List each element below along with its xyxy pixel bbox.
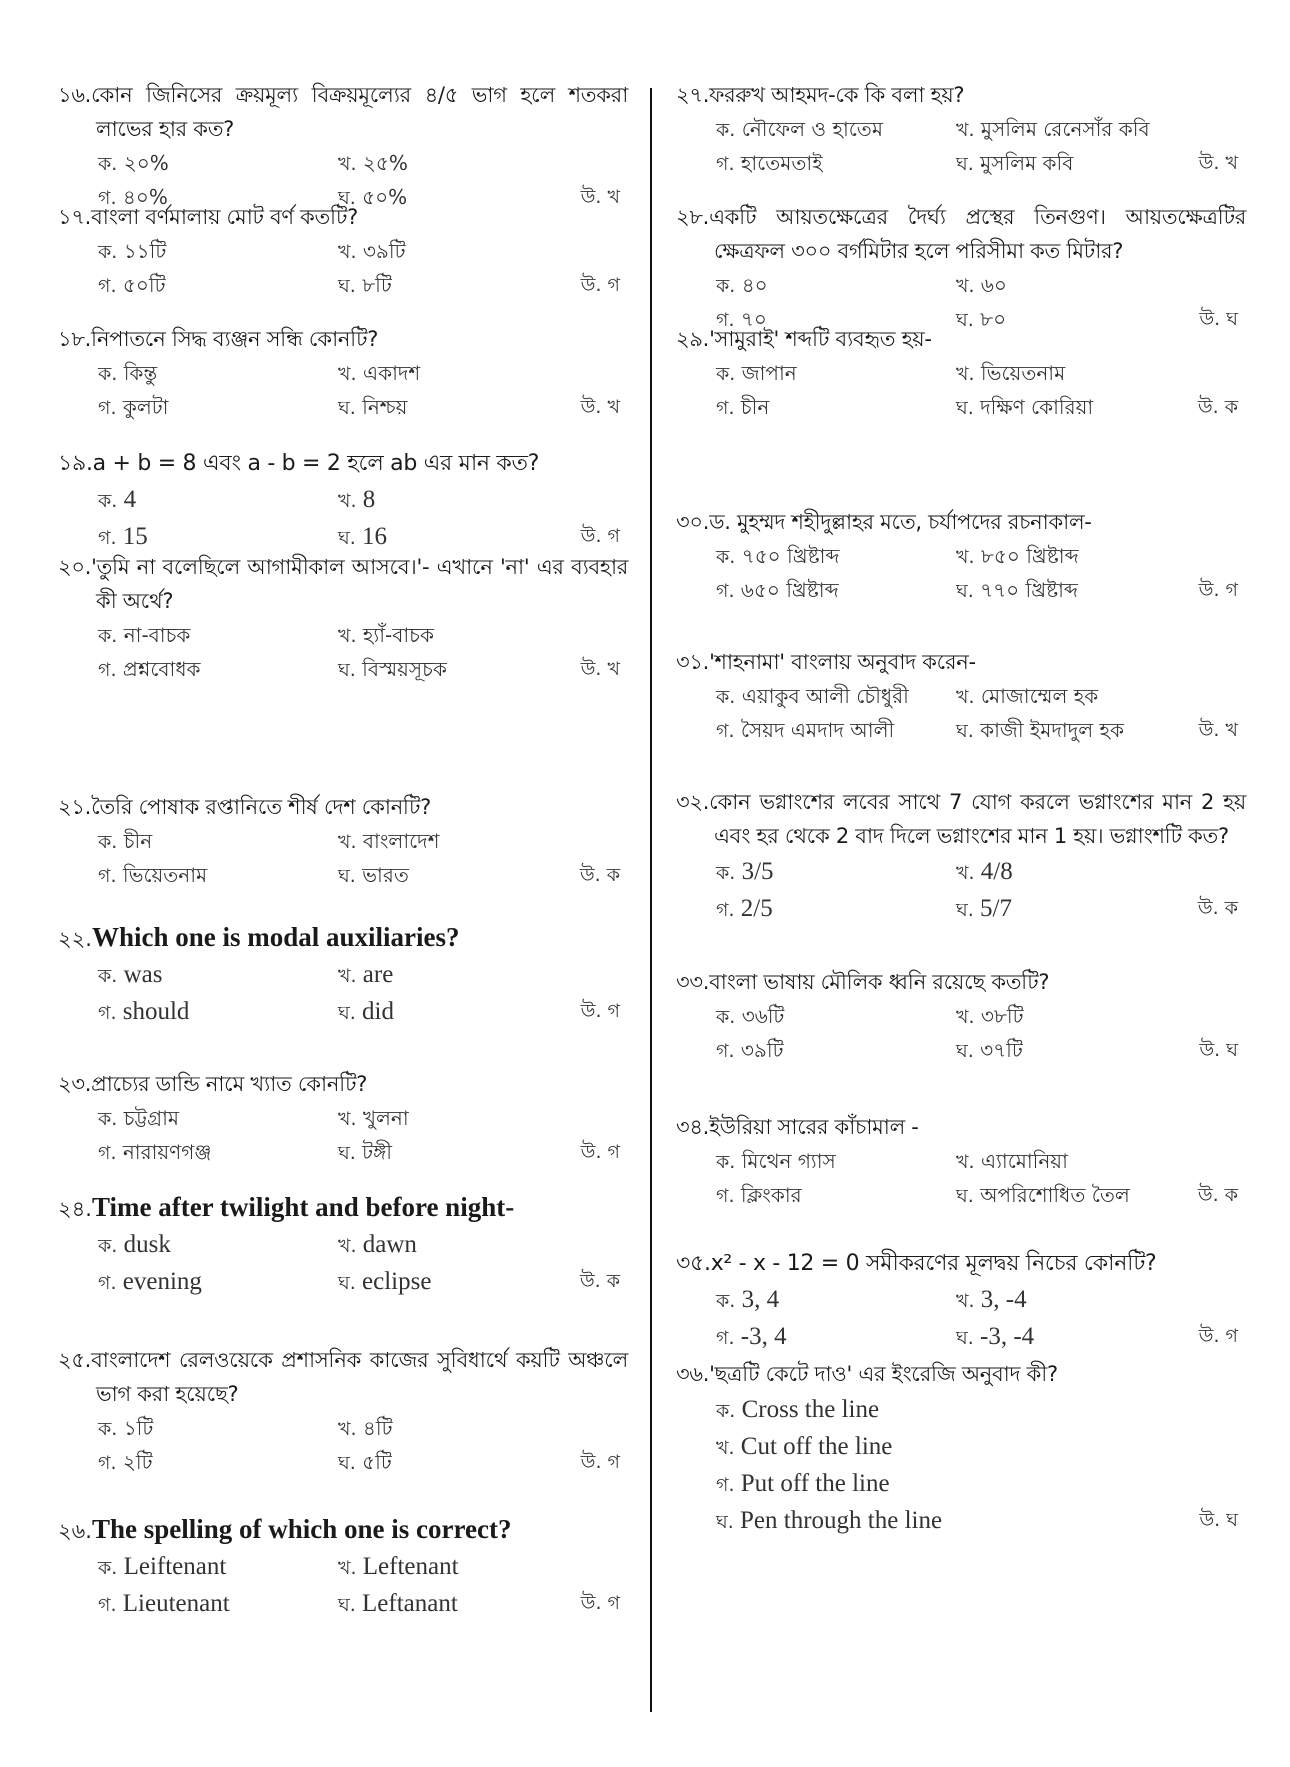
option-c[interactable]: গ. চীন xyxy=(716,395,770,419)
option-b[interactable]: খ. ৪টি xyxy=(338,1416,393,1440)
answer-label: উ. ক xyxy=(1197,1184,1238,1206)
question-text: x² - x - 12 = 0 সমীকরণের মূলদ্বয় নিচের কোনটি? xyxy=(710,1251,1157,1276)
question-27 xyxy=(676,78,1246,180)
option-a[interactable]: ক. চীন xyxy=(98,829,153,853)
option-a[interactable]: ক. ১১টি xyxy=(98,239,167,263)
option-d[interactable]: ঘ. ৭৭০ খ্রিষ্টাব্দ xyxy=(956,578,1078,602)
question-text: কোন ভগ্নাংশের লবের সাথে 7 যোগ করলে ভগ্নাংশের মান 2 হয় এবং হর থেকে 2 বাদ দিলে ভগ্নাংশের মান 1 হয়। ভগ্নাংশটি কত? xyxy=(709,790,1246,848)
option-b[interactable]: খ. ৩৯টি xyxy=(338,239,406,263)
question-29 xyxy=(676,322,1246,424)
option-d[interactable]: ঘ. কাজী ইমদাদুল হক xyxy=(956,718,1124,742)
question-number: ২৭. xyxy=(676,83,710,107)
options-row xyxy=(58,1411,628,1445)
options-row xyxy=(676,1318,1246,1355)
option-c[interactable]: গ. ভিয়েতনাম xyxy=(98,863,208,887)
question-number: ১৯. xyxy=(58,451,93,476)
option-c[interactable]: গ. নারায়ণগঞ্জ xyxy=(98,1140,212,1164)
question-23 xyxy=(58,1067,628,1169)
question-18 xyxy=(58,322,628,424)
option-c[interactable]: গ. ৭০ xyxy=(716,307,767,331)
answer-label: উ. গ xyxy=(580,525,620,547)
option-b[interactable]: খ. Cut off the line xyxy=(716,1433,893,1460)
option-c[interactable]: গ. 15 xyxy=(98,523,148,550)
option-b[interactable]: খ. 3, -4 xyxy=(956,1286,1027,1313)
question-text: বাংলা ভাষায় মৌলিক ধ্বনি রয়েছে কতটি? xyxy=(709,970,1050,994)
option-d[interactable]: ঘ. Leftanant xyxy=(338,1590,458,1617)
options-row xyxy=(676,853,1246,890)
option-b[interactable]: খ. dawn xyxy=(338,1231,417,1258)
options-row xyxy=(58,1226,628,1263)
option-d[interactable]: ঘ. ভারত xyxy=(338,863,409,887)
question-number: ৩২. xyxy=(676,790,710,814)
question-text: 'শাহনামা' বাংলায় অনুবাদ করেন- xyxy=(709,650,976,674)
option-c[interactable]: গ. ৪০% xyxy=(98,185,168,209)
option-b[interactable]: খ. ৮৫০ খ্রিষ্টাব্দ xyxy=(956,544,1079,568)
option-b[interactable]: খ. একাদশ xyxy=(338,361,421,385)
option-d[interactable]: ঘ. 16 xyxy=(338,523,388,550)
options-row xyxy=(58,652,628,686)
question-number: ১৬. xyxy=(58,83,92,107)
question-text: বাংলা বর্ণমালায় মোট বর্ণ কতটি? xyxy=(91,205,359,229)
option-c[interactable]: গ. should xyxy=(98,998,190,1025)
option-c[interactable]: গ. Lieutenant xyxy=(98,1590,230,1617)
options-row xyxy=(676,1033,1246,1067)
answer-label: উ. ক xyxy=(579,864,620,886)
option-a[interactable]: ক. ৭৫০ খ্রিষ্টাব্দ xyxy=(716,544,840,568)
option-d[interactable]: ঘ. মুসলিম কবি xyxy=(956,151,1074,175)
option-b[interactable]: খ. মুসলিম রেনেসাঁর কবি xyxy=(956,117,1150,141)
question-text: বাংলাদেশ রেলওয়েকে প্রশাসনিক কাজের সুবিধার্থে কয়টি অঞ্চলে ভাগ করা হয়েছে? xyxy=(91,1348,628,1406)
option-b[interactable]: খ. ৩৮টি xyxy=(956,1004,1024,1028)
option-a[interactable]: ক. 3/5 xyxy=(716,858,774,885)
option-d[interactable]: ঘ. 5/7 xyxy=(956,895,1012,922)
answer-label: উ. খ xyxy=(1198,152,1238,174)
options-row xyxy=(676,890,1246,927)
answer-label: উ. ঘ xyxy=(1199,1039,1238,1061)
question-34 xyxy=(676,1110,1246,1212)
option-a[interactable]: ক. Leiftenant xyxy=(98,1553,227,1580)
question-number: ৩৫. xyxy=(676,1251,711,1276)
option-d[interactable]: ঘ. দক্ষিণ কোরিয়া xyxy=(956,395,1094,419)
options-row xyxy=(676,268,1246,302)
option-d[interactable]: ঘ. did xyxy=(338,998,394,1025)
question-number: ২৫. xyxy=(58,1348,92,1372)
question-20 xyxy=(58,550,628,686)
question-number: ২৩. xyxy=(58,1072,92,1096)
option-c[interactable]: গ. ক্লিংকার xyxy=(716,1183,802,1207)
option-b[interactable]: খ. 4/8 xyxy=(956,858,1013,885)
option-a[interactable]: ক. এয়াকুব আলী চৌধুরী xyxy=(716,684,909,708)
question-26 xyxy=(58,1512,628,1622)
question-17 xyxy=(58,200,628,302)
options-row xyxy=(676,1178,1246,1212)
option-d[interactable]: ঘ. ৩৭টি xyxy=(956,1038,1023,1062)
options-row xyxy=(676,1144,1246,1178)
option-d[interactable]: ঘ. টঙ্গী xyxy=(338,1140,393,1164)
question-number: ১৭. xyxy=(58,205,92,229)
options-row xyxy=(58,956,628,993)
option-c[interactable]: গ. evening xyxy=(98,1268,202,1295)
question-text: তৈরি পোষাক রপ্তানিতে শীর্ষ দেশ কোনটি? xyxy=(91,795,431,819)
answer-label: উ. ক xyxy=(1197,396,1238,418)
options-row xyxy=(676,573,1246,607)
option-a[interactable]: ক. ৪০ xyxy=(716,273,768,297)
question-text: a + b = 8 এবং a - b = 2 হলে ab এর মান কত? xyxy=(92,451,540,476)
answer-label: উ. খ xyxy=(580,396,620,418)
answer-label: উ. ঘ xyxy=(1199,1509,1238,1531)
question-35 xyxy=(676,1247,1246,1355)
question-number: ২১. xyxy=(58,795,92,819)
question-19 xyxy=(58,447,628,555)
option-c[interactable]: গ. হাতেমতাই xyxy=(716,151,823,175)
option-c[interactable]: গ. প্রশ্নবোধক xyxy=(98,657,201,681)
question-text: একটি আয়তক্ষেত্রের দৈর্ঘ্য প্রস্থের তিনগুণ। আয়তক্ষেত্রটির ক্ষেত্রফল ৩০০ বর্গমিটার হলে পরিসীমা কত মিটার? xyxy=(709,205,1246,263)
option-c[interactable]: গ. কুলটা xyxy=(98,395,169,419)
option-d[interactable]: ঘ. eclipse xyxy=(338,1268,432,1295)
option-a[interactable]: ক. 3, 4 xyxy=(716,1286,780,1313)
options-row xyxy=(58,1263,628,1300)
options-row xyxy=(58,993,628,1030)
option-b[interactable]: খ. ২৫% xyxy=(338,151,408,175)
options-row xyxy=(676,390,1246,424)
answer-label: উ. খ xyxy=(580,658,620,680)
option-b[interactable]: খ. এ্যামোনিয়া xyxy=(956,1149,1068,1173)
option-a[interactable]: ক. Cross the line xyxy=(716,1396,880,1423)
question-33 xyxy=(676,965,1246,1067)
question-text: নিপাতনে সিদ্ধ ব্যঞ্জন সন্ধি কোনটি? xyxy=(91,327,379,351)
option-b[interactable]: খ. খুলনা xyxy=(338,1106,409,1130)
column-divider xyxy=(650,88,652,1712)
option-b[interactable]: খ. হ্যাঁ-বাচক xyxy=(338,623,434,647)
question-text: Which one is modal auxiliaries? xyxy=(91,922,460,952)
question-number: ১৮. xyxy=(58,327,92,351)
option-a[interactable]: ক. চট্টগ্রাম xyxy=(98,1106,179,1130)
option-b[interactable]: খ. are xyxy=(338,961,394,988)
answer-label: উ. খ xyxy=(1198,719,1238,741)
question-text: 'তুমি না বলেছিলে আগামীকাল আসবে।'- এখানে 'না' এর ব্যবহার কী অর্থে? xyxy=(91,555,628,613)
option-c[interactable]: গ. সৈয়দ এমদাদ আলী xyxy=(716,718,895,742)
question-number: ২৬. xyxy=(58,1519,92,1543)
options-row xyxy=(58,146,628,180)
option-d[interactable]: ঘ. ৮০ xyxy=(956,307,1007,331)
question-text: প্রাচ্যের ডান্ডি নামে খ্যাত কোনটি? xyxy=(91,1072,368,1096)
question-28 xyxy=(676,200,1246,336)
options-row xyxy=(58,1445,628,1479)
answer-label: উ. গ xyxy=(580,1141,620,1163)
question-number: ২৮. xyxy=(676,205,710,229)
question-31 xyxy=(676,645,1246,747)
question-number: ২৪. xyxy=(58,1197,92,1221)
options-row xyxy=(676,356,1246,390)
option-a[interactable]: ক. না-বাচক xyxy=(98,623,191,647)
options-row xyxy=(676,679,1246,713)
options-row xyxy=(58,1585,628,1622)
answer-label: উ. গ xyxy=(1198,579,1238,601)
question-text: Time after twilight and before night- xyxy=(91,1192,515,1222)
option-d[interactable]: ঘ. ৫০% xyxy=(338,185,408,209)
option-d[interactable]: ঘ. ৫টি xyxy=(338,1450,392,1474)
answer-label: উ. গ xyxy=(1198,1325,1238,1347)
option-a[interactable]: ক. ১টি xyxy=(98,1416,154,1440)
answer-label: উ. ক xyxy=(579,1270,620,1292)
option-a[interactable]: ক. জাপান xyxy=(716,361,797,385)
options-row xyxy=(58,481,628,518)
answer-label: উ. গ xyxy=(580,274,620,296)
option-b[interactable]: খ. 8 xyxy=(338,486,376,513)
question-number: ২৯. xyxy=(676,327,710,351)
option-d[interactable]: ঘ. -3, -4 xyxy=(956,1323,1035,1350)
option-a[interactable]: ক. মিথেন গ্যাস xyxy=(716,1149,836,1173)
option-b[interactable]: খ. ৬০ xyxy=(956,273,1007,297)
question-text: ফররুখ আহমদ-কে কি বলা হয়? xyxy=(709,83,965,107)
options-row xyxy=(58,824,628,858)
option-b[interactable]: খ. ভিয়েতনাম xyxy=(956,361,1066,385)
option-a[interactable]: ক. নৌফেল ও হাতেম xyxy=(716,117,883,141)
answer-label: উ. ঘ xyxy=(1199,308,1238,330)
question-number: ৩৪. xyxy=(676,1115,710,1139)
question-number: ২২. xyxy=(58,927,92,951)
question-24 xyxy=(58,1190,628,1300)
option-a[interactable]: ক. was xyxy=(98,961,163,988)
options-row xyxy=(676,539,1246,573)
option-d[interactable]: ঘ. Pen through the line উ. ঘ xyxy=(676,1502,1246,1539)
question-text: 'ছত্রটি কেটে দাও' এর ইংরেজি অনুবাদ কী? xyxy=(709,1362,1058,1386)
option-c[interactable]: গ. Put off the line xyxy=(716,1470,890,1497)
question-text: The spelling of which one is correct? xyxy=(91,1514,512,1544)
options-row xyxy=(58,268,628,302)
question-text: 'সামুরাই' শব্দটি ব্যবহৃত হয়- xyxy=(709,327,932,351)
question-text: কোন জিনিসের ক্রয়মূল্য বিক্রয়মূল্যের ৪/৫ ভাগ হলে শতকরা লাভের হার কত? xyxy=(91,83,628,141)
option-b[interactable]: খ. মোজাম্মেল হক xyxy=(956,684,1099,708)
option-c[interactable]: গ. ৫০টি xyxy=(98,273,166,297)
options-row xyxy=(676,713,1246,747)
question-21 xyxy=(58,790,628,892)
option-a[interactable]: ক. ৩৬টি xyxy=(716,1004,785,1028)
question-text: ইউরিয়া সারের কাঁচামাল - xyxy=(709,1115,919,1139)
options-row xyxy=(58,356,628,390)
options-row xyxy=(58,1548,628,1585)
options-row xyxy=(58,1101,628,1135)
options-row xyxy=(676,146,1246,180)
question-number: ২০. xyxy=(58,555,92,579)
question-16 xyxy=(58,78,628,214)
question-25 xyxy=(58,1343,628,1479)
options-row xyxy=(58,390,628,424)
options-row xyxy=(58,858,628,892)
options-row xyxy=(676,1281,1246,1318)
option-a[interactable]: ক. 4 xyxy=(98,486,137,513)
options-row xyxy=(58,1135,628,1169)
option-d[interactable]: ঘ. নিশ্চয় xyxy=(338,395,408,419)
options-row xyxy=(676,112,1246,146)
option-a[interactable]: ক. কিন্তু xyxy=(98,361,158,385)
options-row xyxy=(58,618,628,652)
question-number: ৩০. xyxy=(676,510,710,534)
option-d[interactable]: ঘ. বিস্ময়সূচক xyxy=(338,657,447,681)
option-c[interactable]: গ. ২টি xyxy=(98,1450,153,1474)
question-number: ৩৬. xyxy=(676,1362,710,1386)
option-c[interactable]: গ. ৩৯টি xyxy=(716,1038,784,1062)
option-c[interactable]: গ. ৬৫০ খ্রিষ্টাব্দ xyxy=(716,578,839,602)
option-d[interactable]: ঘ. অপরিশোধিত তৈল xyxy=(956,1183,1130,1207)
options-row xyxy=(58,234,628,268)
option-d[interactable]: ঘ. ৮টি xyxy=(338,273,392,297)
option-c[interactable]: গ. -3, 4 xyxy=(716,1323,787,1350)
option-c[interactable]: গ. 2/5 xyxy=(716,895,773,922)
option-b[interactable]: খ. Leftenant xyxy=(338,1553,459,1580)
answer-label: উ. গ xyxy=(580,1000,620,1022)
options-row xyxy=(676,999,1246,1033)
question-number: ৩৩. xyxy=(676,970,710,994)
question-text: ড. মুহম্মদ শহীদুল্লাহর মতে, চর্যাপদের রচনাকাল- xyxy=(709,510,1092,534)
answer-label: উ. গ xyxy=(580,1451,620,1473)
option-a[interactable]: ক. dusk xyxy=(98,1231,171,1258)
question-30 xyxy=(676,505,1246,607)
answer-label: উ. ক xyxy=(1197,897,1238,919)
question-36 xyxy=(676,1357,1246,1539)
question-32 xyxy=(676,785,1246,927)
question-22 xyxy=(58,920,628,1030)
question-number: ৩১. xyxy=(676,650,710,674)
option-a[interactable]: ক. ২০% xyxy=(98,151,169,175)
answer-label: উ. খ xyxy=(580,186,620,208)
answer-label: উ. গ xyxy=(580,1592,620,1614)
option-b[interactable]: খ. বাংলাদেশ xyxy=(338,829,440,853)
